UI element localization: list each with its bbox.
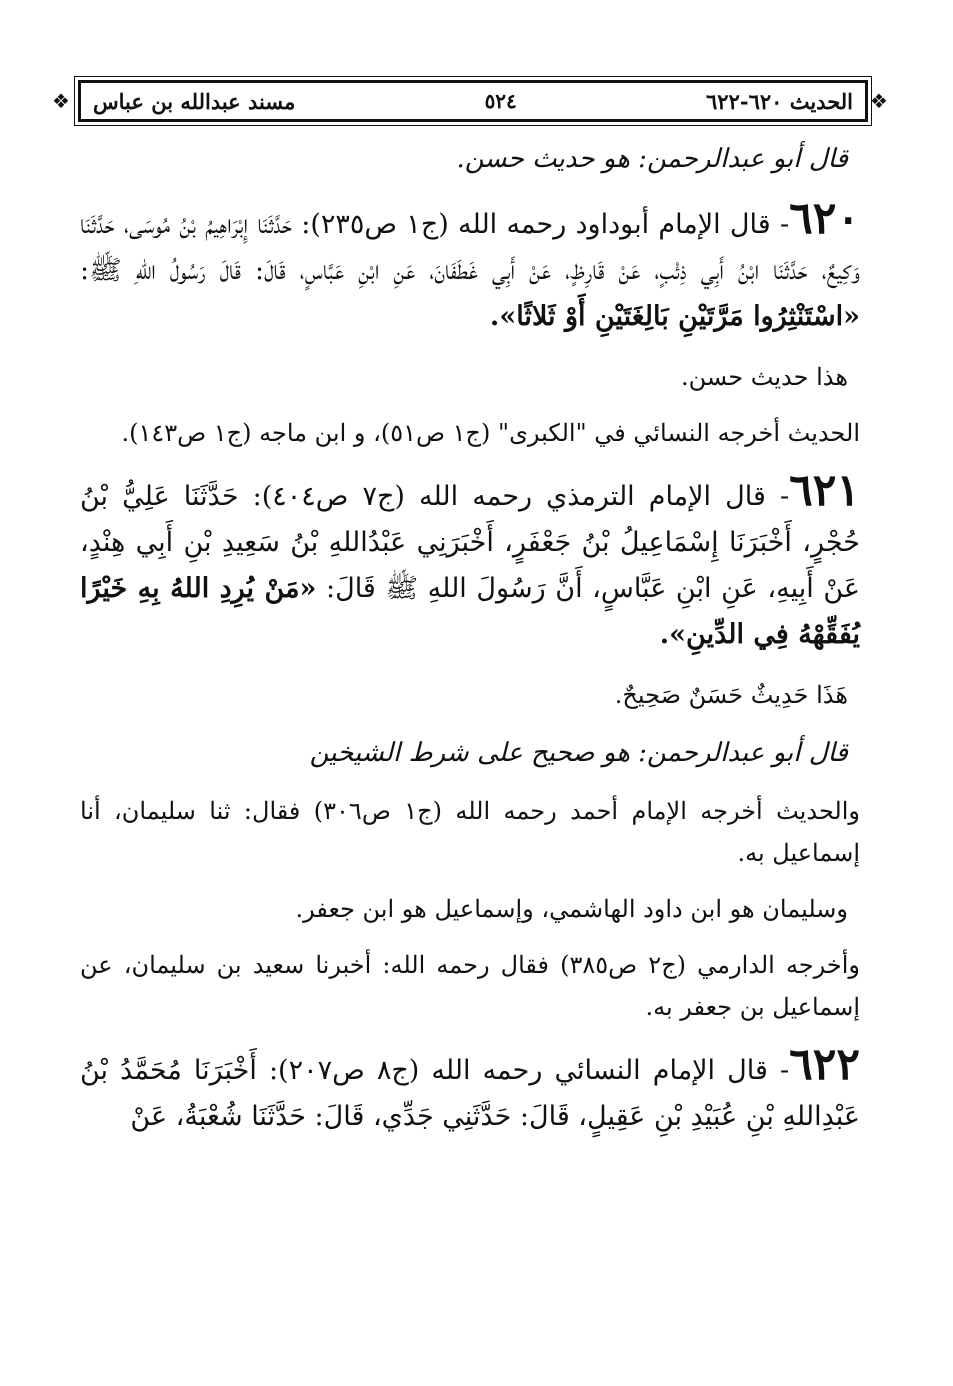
page-number: ٥٢٤ [484,89,517,113]
grade-text: هذا حديث حسن. [680,363,848,391]
header-book-title: مسند عبدالله بن عباس [93,88,296,114]
hadith-621 [80,465,860,658]
hadith-text: - قال الإمام النسائي رحمه الله (ج٨ ص٢٠٧): أَخْبَرَنَا مُحَمَّدُ بْنُ عَبْدِاللهِ بْنِ عُبَيْدِ بْنِ عَقِيلٍ، قَالَ: حَدَّثَنِي جَدِّي، قَالَ: حَدَّثَنَا شُعْبَةُ، عَنْ [80,1055,860,1132]
running-header [78,80,868,122]
takhrij-text: وأخرجه الدارمي (ج٢ ص٣٨٥) فقال رحمه الله: أخبرنا سعيد بن سليمان، عن إسماعيل بن جعفر به. [80,951,860,1021]
hadith-text: - قال الإمام أبوداود رحمه الله (ج١ ص٢٣٥): حَدَّثَنَا إِبْرَاهِيمُ بْنُ مُوسَى، حَدَّثَنَا وَكِيعٌ، حَدَّثَنَا ابْنُ أَبِي ذِئْبٍ، عَنْ قَارِظٍ، عَنْ أَبِي غَطَفَانَ، عَنِ ابْنِ عَبَّاسٍ، قَالَ: قَالَ رَسُولُ اللهِ ﷺ: [80,209,860,286]
prophetic-quote: «مَنْ يُرِدِ اللهُ بِهِ خَيْرًا يُفَقِّهْهُ فِي الدِّينِ». [80,573,860,650]
takhrij-text: والحديث أخرجه الإمام أحمد رحمه الله (ج١ ص٣٠٦) فقال: ثنا سليمان، أنا إسماعيل به. [80,797,861,867]
note-text: وسليمان هو ابن داود الهاشمي، وإسماعيل هو ابن جعفر. [295,895,848,923]
ornament-icon: ❖ [52,89,70,113]
hadith-number: ٦٢١ [789,465,860,516]
author-comment: قال أبو عبدالرحمن: هو صحيح على شرط الشيخين [309,738,848,768]
author-comment: قال أبو عبدالرحمن: هو حديث حسن. [456,144,848,174]
takhrij-text: الحديث أخرجه النسائي في "الكبرى" (ج١ ص٥١)، و ابن ماجه (ج١ ص١٤٣). [121,419,860,447]
hadith-number: ٦٢٠ [789,193,860,244]
page-body [80,136,860,1156]
grade-text: هَذَا حَدِيثٌ حَسَنٌ صَحِيحٌ. [614,681,848,709]
hadith-text: - قال الإمام الترمذي رحمه الله (ج٧ ص٤٠٤): حَدَّثَنَا عَلِيُّ بْنُ حُجْرٍ، أَخْبَرَنَا إِسْمَاعِيلُ بْنُ جَعْفَرٍ، أَخْبَرَنِي عَبْدُاللهِ بْنُ سَعِيدِ بْنِ أَبِي هِنْدٍ، عَنْ أَبِيهِ، عَنِ ابْنِ عَبَّاسٍ، أَنَّ رَسُولَ اللهِ ﷺ قَالَ: [80,481,860,604]
hadith-number: ٦٢٢ [789,1039,860,1090]
hadith-622 [80,1039,860,1140]
header-hadith-range: الحديث ٦٢٠-٦٢٢ [706,88,853,114]
hadith-620 [80,193,860,340]
prophetic-quote: «اسْتَنْثِرُوا مَرَّتَيْنِ بَالِغَتَيْنِ أَوْ ثَلاثًا». [489,301,860,332]
ornament-icon: ❖ [870,89,888,113]
